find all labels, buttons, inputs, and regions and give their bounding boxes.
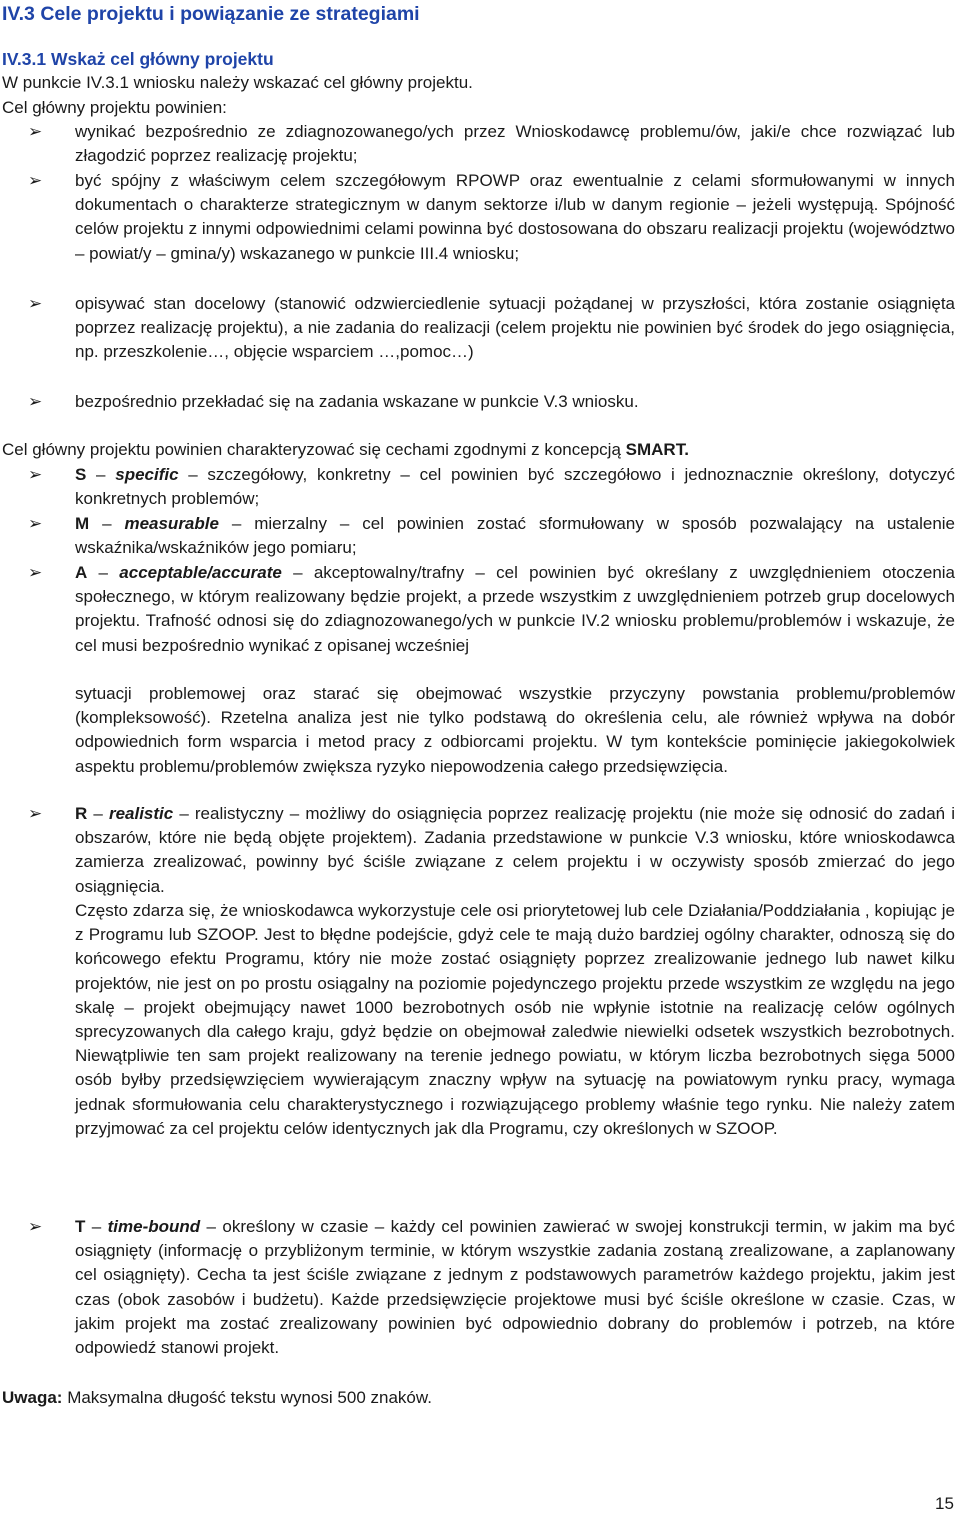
smart-a-text: – akceptowalny/trafny – cel powinien być określany z uwzględnieniem otoczenia społecznego, w którym realizowany będzie projekt, a przede wszystkim z uwzględnieniem potrzeb grup docelowych projektu. Trafność odnosi się do zdiagnozowanego/ych w punkcie IV.2 wniosku problemu/problemów i wskazuje, że cel musi bezpośrednio wynikać z opisanej wcześniej <box>75 563 955 655</box>
smart-r-text: – realistyczny – możliwy do osiągnięcia poprzez realizację projektu (nie może się odnosić do zadań i obszarów, które nie będą objęte projektem). Zadania przedstawione w punkcie V.3 wniosku, które wnioskodawca zamierza zrealizować, powinny być ściśle związane z celem projektu i w oczywisty sposób zmierzać do jego osiągnięcia. <box>75 804 956 896</box>
smart-r-continuation: Często zdarza się, że wnioskodawca wykorzystuje cele osi priorytetowej lub cele Działania/Poddziałania , kopiując je z Programu lub SZOOP. Jest to błędne podejście, gdyż cele te mają dużo bardziej ogólny charakter, odnoszą się do końcowego efektu Programu, który nie może zostać osiągnięty poprzez zrealizowanie jednego lub nawet kilku projektów, nie jest on po prostu osiągalny na poziomie pojedynczego projektu przede wszystkim ze względu na jego skalę – projekt obejmujący nawet 1000 bezrobotnych osób nie wpłynie istotnie na realizację celów ogólnych sprecyzowanych dla całego kraju, gdyż będzie on obejmował zaledwie niewielki odsetek wszystkich bezrobotnych. Niewątpliwie ten sam projekt realizowany na terenie jednego powiatu, w którym liczba bezrobotnych sięga 5000 osób byłby przedsięwzięciem wywierającym znaczny wpływ na sytuację na powiatowym rynku pracy, wymaga jednak sformułowania celu charakterystycznego i rozwiązującego problemy właśnie tego rynku. Nie należy zatem przyjmować za cel projektu celów identycznych jak dla Programu, czy określonych w SZOOP. <box>75 901 955 1138</box>
smart-s-item: S – specific – szczegółowy, konkretny – cel powinien być szczegółowo i jednoznacznie określony, dotyczyć konkretnych problemów; <box>75 465 955 509</box>
smart-t-text: – określony w czasie – każdy cel powinien zawierać w swojej konstrukcji termin, w jakim ma być osiągnięty (informację o przybliżonym terminie, w którym wszystkie zadania zostaną zrealizowane, a zaplanowany cel osiągnięty). Cecha ta jest ściśle związane z jednym z podstawowych parametrów każdego projektu, jakim jest czas (obok zasobów i budżetu). Każde przedsięwzięcie projektowe musi być ściśle określone w czasie. Czas, w jakim projekt ma zostać zrealizowany powinien być odpowiednio dobrany do problemów i potrzeb, na które odpowiedź stanowi projekt. <box>75 1217 955 1358</box>
smart-s-text: – szczegółowy, konkretny – cel powinien być szczegółowo i jednoznacznie określony, dotyczyć konkretnych problemów; <box>75 465 955 509</box>
note-text: Maksymalna długość tekstu wynosi 500 znaków. <box>62 1388 432 1407</box>
smart-r-term: realistic <box>108 804 174 823</box>
smart-s-term: specific <box>115 465 179 484</box>
arrowhead-bullet-icon: ➢ <box>28 392 43 412</box>
smart-word: SMART. <box>625 440 689 459</box>
page-number: 15 <box>935 1494 954 1513</box>
arrowhead-bullet-icon: ➢ <box>28 563 43 583</box>
arrowhead-bullet-icon: ➢ <box>28 1217 43 1237</box>
arrowhead-bullet-icon: ➢ <box>28 294 43 314</box>
intro-line-2: Cel główny projektu powinien: <box>2 98 227 117</box>
smart-a-continuation: sytuacji problemowej oraz starać się obejmować wszystkie przyczyny powstania problemu/problemów (kompleksowość). Rzetelna analiza jest nie tylko podstawą do określenia celu, ale również wpływa na dobór odpowiednich form wsparcia i metod pracy z odbiorcami projektu. W tym kontekście pominięcie jakiegokolwiek aspektu problemu/problemów zwiększa ryzyko niepowodzenia całego przedsięwzięcia. <box>75 684 955 776</box>
smart-s-letter: S <box>75 465 87 484</box>
note-line <box>2 1386 432 1410</box>
smart-m-text: – mierzalny – cel powinien zostać sformułowany w sposób pozwalający na ustalenie wskaźnika/wskaźników jego pomiaru; <box>75 514 956 558</box>
arrowhead-bullet-icon: ➢ <box>28 465 43 485</box>
arrowhead-bullet-icon: ➢ <box>28 122 43 142</box>
arrowhead-bullet-icon: ➢ <box>28 514 43 534</box>
intro-line-1: W punkcie IV.3.1 wniosku należy wskazać cel główny projektu. <box>2 73 473 92</box>
smart-m-letter: M <box>75 514 90 533</box>
smart-t-term: time-bound <box>107 1217 201 1236</box>
smart-m-item: M – measurable – mierzalny – cel powinien zostać sformułowany w sposób pozwalający na ustalenie wskaźnika/wskaźników jego pomiaru; <box>75 514 956 558</box>
arrowhead-bullet-icon: ➢ <box>28 171 43 191</box>
smart-r-item: R – realistic – realistyczny – możliwy do osiągnięcia poprzez realizację projektu (nie może się odnosić do zadań i obszarów, które nie będą objęte projektem). Zadania przedstawione w punkcie V.3 wniosku, które wnioskodawca zamierza zrealizować, powinny być ściśle związane z celem projektu i w oczywisty sposób zmierzać do jego osiągnięcia. <box>75 804 956 896</box>
goal-bullet-1: wynikać bezpośrednio ze zdiagnozowanego/ych przez Wnioskodawcę problemu/ów, jaki/e chce rozwiązać lub złagodzić poprzez realizację projektu; <box>75 122 955 166</box>
subsection-heading: IV.3.1 Wskaż cel główny projektu <box>2 49 274 69</box>
section-heading: IV.3 Cele projektu i powiązanie ze strategiami <box>2 3 420 25</box>
smart-t-item: T – time-bound – określony w czasie – każdy cel powinien zawierać w swojej konstrukcji termin, w jakim ma być osiągnięty (informację o przybliżonym terminie, w którym wszystkie zadania zostaną zrealizowane, a zaplanowany cel osiągnięty). Cecha ta jest ściśle związane z jednym z podstawowych parametrów każdego projektu, jakim jest czas (obok zasobów i budżetu). Każde przedsięwzięcie projektowe musi być ściśle określone w czasie. Czas, w jakim projekt ma zostać zrealizowany powinien być odpowiednio dobrany do problemów i potrzeb, na które odpowiedź stanowi projekt. <box>75 1217 955 1358</box>
smart-intro-text: Cel główny projektu powinien charakteryzować się cechami zgodnymi z koncepcją <box>2 440 626 459</box>
smart-intro <box>2 438 689 462</box>
goal-bullet-2: być spójny z właściwym celem szczegółowym RPOWP oraz ewentualnie z celami sformułowanymi w innych dokumentach o charakterze strategicznym w danym sektorze i/lub w danym regionie – jeżeli występują. Spójność celów projektu z innymi odpowiednimi celami powinna być dostosowana do obszaru realizacji projektu (województwo – powiat/y – gmina/y) wskazanego w punkcie III.4 wniosku; <box>75 171 955 263</box>
smart-r-letter: R <box>75 804 88 823</box>
goal-bullet-3: opisywać stan docelowy (stanowić odzwierciedlenie sytuacji pożądanej w przyszłości, która zostanie osiągnięta poprzez realizację projektu), a nie zadania do realizacji (celem projektu nie powinien być środek do jego osiągnięcia, np. przeszkolenie…, objęcie wsparciem …,pomoc…) <box>75 294 955 362</box>
smart-m-term: measurable <box>124 514 219 533</box>
note-label: Uwaga: <box>2 1388 63 1407</box>
smart-a-term: acceptable/accurate <box>119 563 282 582</box>
smart-t-letter: T <box>75 1217 86 1236</box>
goal-bullet-4: bezpośrednio przekładać się na zadania wskazane w punkcie V.3 wniosku. <box>75 392 639 411</box>
arrowhead-bullet-icon: ➢ <box>28 804 43 824</box>
smart-a-item: A – acceptable/accurate – akceptowalny/trafny – cel powinien być określany z uwzględnieniem otoczenia społecznego, w którym realizowany będzie projekt, a przede wszystkim z uwzględnieniem potrzeb grup docelowych projektu. Trafność odnosi się do zdiagnozowanego/ych w punkcie IV.2 wniosku problemu/problemów i wskazuje, że cel musi bezpośrednio wynikać z opisanej wcześniej <box>75 563 955 655</box>
smart-a-letter: A <box>75 563 88 582</box>
